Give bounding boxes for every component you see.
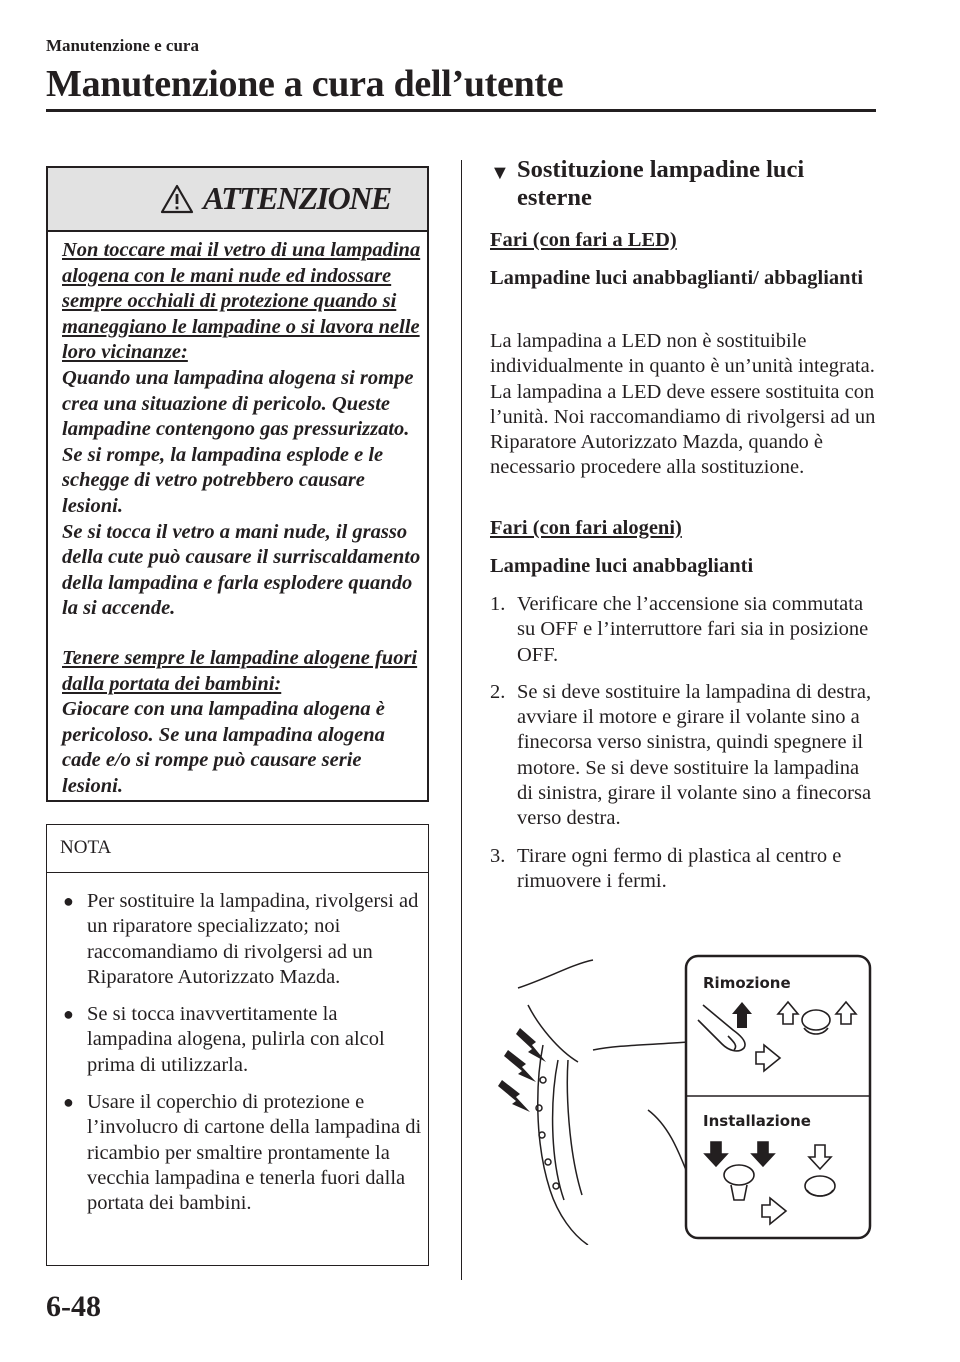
warning-text-2: Se si tocca il vetro a mani nude, il grasso della cute può causare il surriscaldamento della lampadina e farla esplodere quando la si accende.: [62, 520, 421, 620]
note-title: NOTA: [60, 837, 112, 858]
warning-underlined-2: Tenere sempre le lampadine alogene fuori dalla portata dei bambini:: [62, 646, 418, 695]
warning-body: [62, 238, 424, 799]
subheading-halogen: Fari (con fari alogeni): [490, 517, 682, 539]
led-paragraph: La lampadina a LED non è sostituibile individualmente in quanto è un’unità integrata. La lampadina a LED deve essere sostituita con l’unità. Noi raccomandiamo di rivolgersi ad un Riparatore Autorizzato Mazda, quando è necessario procedere alla sostituzione.: [490, 330, 876, 479]
note-item: [63, 1002, 423, 1078]
section-heading-text: Sostituzione lampadine luci esterne: [517, 156, 805, 211]
warning-box: [46, 166, 429, 802]
note-list: [63, 877, 423, 1217]
bullet: ●: [63, 891, 74, 911]
step-text: Tirare ogni fermo di plastica al centro e rimuovere i fermi.: [517, 844, 842, 892]
subheading-led-bulbs: Lampadine luci anabbaglianti/ abbaglianti: [490, 267, 864, 289]
note-box: [46, 824, 429, 1266]
warning-header: [48, 168, 427, 232]
warning-title: ATTENZIONE: [203, 180, 391, 216]
bullet: ●: [63, 1092, 74, 1113]
note-header: [47, 825, 428, 873]
warning-text-3: Giocare con una lampadina alogena è pericoloso. Se una lampadina alogena cade e/o si rompe può causare serie lesioni.: [62, 698, 385, 797]
note-item: [63, 1090, 423, 1216]
step-number: 3.: [490, 844, 506, 867]
procedure-panel: [686, 956, 870, 1238]
subheading-halogen-bulbs: Lampadine luci anabbaglianti: [490, 555, 754, 577]
step-item: [490, 592, 880, 668]
subheading-led: Fari (con fari a LED): [490, 229, 677, 251]
column-divider: [461, 160, 462, 1280]
warning-underlined-1: Non toccare mai il vetro di una lampadina alogena con le mani nude ed indossare sempre occhiali di protezione quando si maneggiano le lampadine o si lavora nelle loro vicinanze:: [62, 239, 421, 364]
bullet: ●: [63, 1004, 74, 1025]
note-item-text: Per sostituire la lampadina, rivolgersi ad un riparatore specializzato; noi raccomandiamo di rivolgersi ad un Riparatore Autorizzato Mazda.: [87, 890, 419, 988]
page-number: 6-48: [46, 1290, 101, 1323]
clip-removal-illustration: [498, 950, 878, 1245]
step-item: [490, 680, 880, 832]
step-text: Verificare che l’accensione sia commutata su OFF e l’interruttore fari sia in posizione OFF.: [517, 593, 869, 666]
heading-marker-icon: ▼: [490, 162, 510, 184]
removal-label: Rimozione: [703, 974, 791, 992]
fender-sketch: [518, 960, 688, 1245]
note-item: [63, 889, 423, 990]
warning-triangle-icon: [160, 184, 194, 214]
step-number: 1.: [490, 593, 506, 615]
page-title: Manutenzione a cura dell’utente: [46, 63, 564, 105]
section-heading: [490, 156, 870, 212]
title-rule: [46, 109, 876, 112]
install-label: Installazione: [703, 1112, 811, 1130]
steps-list: [490, 592, 880, 906]
step-text: Se si deve sostituire la lampadina di destra, avviare il motore e girare il volante sino a finecorsa verso sinistra, quindi spegnere il motore. Se si deve sostituire la lampadina di sinistra, girare il volante sino a finecorsa verso destra.: [517, 680, 872, 830]
note-item-text: Se si tocca inavvertitamente la lampadina alogena, pulirla con alcol prima di utilizzarla.: [87, 1003, 385, 1076]
section-label: Manutenzione e cura: [46, 36, 199, 55]
step-item: [490, 844, 880, 895]
note-item-text: Usare il coperchio di protezione e l’involucro di cartone della lampadina di ricambio per smaltire prontamente la vecchia lampadina e tenerla fuori dalla portata dei bambini.: [87, 1091, 422, 1215]
warning-text-1: Quando una lampadina alogena si rompe crea una situazione di pericolo. Queste lampadine contengono gas pressurizzato. Se si rompe, la lampadina esplode e le schegge di vetro potrebbero causare lesioni.: [62, 366, 414, 517]
step-number: 2.: [490, 680, 506, 703]
